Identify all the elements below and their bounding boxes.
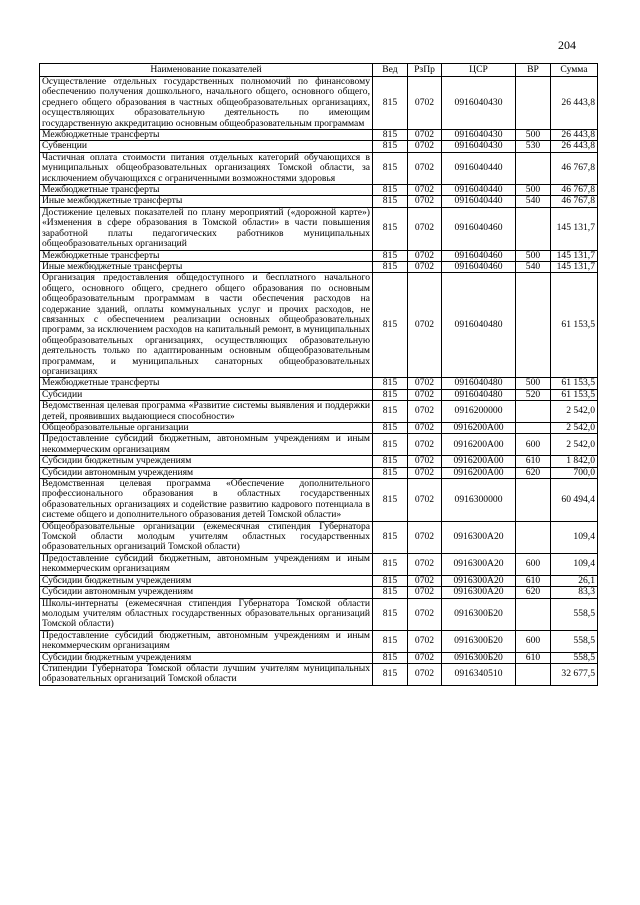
cell-sum: 26 443,8: [551, 130, 598, 141]
cell-ved: 815: [373, 77, 408, 130]
cell-ved: 815: [373, 273, 408, 378]
cell-sum: 46 767,8: [551, 152, 598, 184]
table-row: [40, 663, 598, 685]
table-row: [40, 456, 598, 467]
cell-csr: 0916300А20: [442, 521, 516, 553]
cell-sum: 145 131,7: [551, 207, 598, 250]
cell-vr: 540: [516, 261, 551, 272]
cell-name: Межбюджетные трансферты: [40, 130, 373, 141]
cell-name: Субсидии бюджетным учреждениям: [40, 456, 373, 467]
table-row: [40, 261, 598, 272]
cell-rzpr: 0702: [408, 587, 442, 598]
cell-rzpr: 0702: [408, 521, 442, 553]
cell-csr: 0916300А20: [442, 587, 516, 598]
cell-name: Предоставление субсидий бюджетным, автономным учреждениям и иным некоммерческим организациям: [40, 434, 373, 456]
table-row: [40, 389, 598, 400]
table-body: [40, 77, 598, 686]
table-row: [40, 77, 598, 130]
column-header-csr: ЦСР: [442, 64, 516, 77]
cell-csr: 0916300А20: [442, 553, 516, 575]
cell-csr: 0916040460: [442, 250, 516, 261]
cell-sum: 61 153,5: [551, 273, 598, 378]
cell-rzpr: 0702: [408, 378, 442, 389]
cell-ved: 815: [373, 250, 408, 261]
cell-sum: 32 677,5: [551, 663, 598, 685]
cell-vr: 500: [516, 185, 551, 196]
cell-vr: 620: [516, 587, 551, 598]
table-row: [40, 401, 598, 423]
cell-csr: 0916300000: [442, 479, 516, 522]
table-row: [40, 378, 598, 389]
cell-sum: 145 131,7: [551, 250, 598, 261]
cell-name: Общеобразовательные организации: [40, 423, 373, 434]
cell-name: Школы-интернаты (ежемесячная стипендия Губернатора Томской области молодым учителям областных государственных образовательных организаций Томской области): [40, 598, 373, 630]
cell-rzpr: 0702: [408, 141, 442, 152]
cell-sum: 61 153,5: [551, 378, 598, 389]
cell-rzpr: 0702: [408, 130, 442, 141]
cell-vr: 600: [516, 553, 551, 575]
cell-sum: 60 494,4: [551, 479, 598, 522]
table-row: [40, 185, 598, 196]
cell-vr: [516, 663, 551, 685]
table-row: [40, 479, 598, 522]
cell-vr: [516, 479, 551, 522]
cell-vr: 620: [516, 467, 551, 478]
cell-csr: 0916300Б20: [442, 598, 516, 630]
table-row: [40, 652, 598, 663]
cell-vr: 500: [516, 378, 551, 389]
cell-ved: 815: [373, 553, 408, 575]
cell-csr: 0916040460: [442, 207, 516, 250]
cell-rzpr: 0702: [408, 185, 442, 196]
cell-csr: 0916300Б20: [442, 630, 516, 652]
cell-rzpr: 0702: [408, 652, 442, 663]
cell-rzpr: 0702: [408, 467, 442, 478]
table-row: [40, 152, 598, 184]
table-row: [40, 467, 598, 478]
table-row: [40, 141, 598, 152]
cell-vr: 500: [516, 250, 551, 261]
cell-ved: 815: [373, 130, 408, 141]
cell-vr: 540: [516, 196, 551, 207]
cell-rzpr: 0702: [408, 401, 442, 423]
cell-csr: 0916040430: [442, 77, 516, 130]
cell-vr: [516, 401, 551, 423]
table-row: [40, 521, 598, 553]
cell-name: Предоставление субсидий бюджетным, автономным учреждениям и иным некоммерческим организациям: [40, 630, 373, 652]
cell-rzpr: 0702: [408, 196, 442, 207]
cell-ved: 815: [373, 663, 408, 685]
cell-vr: 600: [516, 630, 551, 652]
cell-vr: [516, 273, 551, 378]
cell-sum: 1 842,0: [551, 456, 598, 467]
cell-ved: 815: [373, 389, 408, 400]
cell-rzpr: 0702: [408, 663, 442, 685]
cell-name: Межбюджетные трансферты: [40, 378, 373, 389]
cell-name: Межбюджетные трансферты: [40, 185, 373, 196]
cell-rzpr: 0702: [408, 423, 442, 434]
cell-name: Субсидии бюджетным учреждениям: [40, 652, 373, 663]
cell-sum: 46 767,8: [551, 185, 598, 196]
cell-sum: 26 443,8: [551, 77, 598, 130]
cell-csr: 0916040480: [442, 273, 516, 378]
cell-name: Субсидии автономным учреждениям: [40, 587, 373, 598]
cell-name: Иные межбюджетные трансферты: [40, 261, 373, 272]
column-header-sum: Сумма: [551, 64, 598, 77]
cell-name: Иные межбюджетные трансферты: [40, 196, 373, 207]
cell-vr: 610: [516, 575, 551, 586]
table-row: [40, 250, 598, 261]
cell-ved: 815: [373, 261, 408, 272]
cell-name: Организация предоставления общедоступного и бесплатного начального общего, основного общего, среднего общего образования по основным общеобразовательным программам в части обеспечения расходов на содержание зданий, оплаты коммунальных услуг и прочих расходов, не связанных с обеспечением реализации основных общеобразовательных программ, за исключением расходов на капитальный ремонт, в муниципальных общеобразовательных организациях, осуществляющих образовательную деятельность только по адаптированным основным общеобразовательным программам, и муниципальных санаторных общеобразовательных организациях: [40, 273, 373, 378]
cell-name: Стипендии Губернатора Томской области лучшим учителям муниципальных образовательных организаций Томской области: [40, 663, 373, 685]
table-header-row: [40, 64, 598, 77]
cell-sum: 558,5: [551, 630, 598, 652]
cell-ved: 815: [373, 652, 408, 663]
cell-sum: 61 153,5: [551, 389, 598, 400]
cell-ved: 815: [373, 587, 408, 598]
cell-csr: 0916200А00: [442, 467, 516, 478]
cell-csr: 0916040440: [442, 152, 516, 184]
budget-table: [39, 63, 598, 686]
table-row: [40, 553, 598, 575]
cell-sum: 26 443,8: [551, 141, 598, 152]
cell-csr: 0916200А00: [442, 423, 516, 434]
table-row: [40, 130, 598, 141]
cell-csr: 0916040430: [442, 141, 516, 152]
cell-name: Осуществление отдельных государственных полномочий по финансовому обеспечению получения дошкольного, начального общего, основного общего, среднего общего образования в частных общеобразовательных организациях, осуществляющих образовательную деятельность по имеющим государственную аккредитацию основным общеобразовательным программам: [40, 77, 373, 130]
cell-name: Достижение целевых показателей по плану мероприятий («дорожной карте») «Изменения в сфере образования в Томской области» в части повышения заработной платы педагогических работников муниципальных общеобразовательных организаций: [40, 207, 373, 250]
cell-ved: 815: [373, 185, 408, 196]
column-header-rzpr: РзПр: [408, 64, 442, 77]
cell-sum: 46 767,8: [551, 196, 598, 207]
cell-rzpr: 0702: [408, 434, 442, 456]
cell-ved: 815: [373, 434, 408, 456]
cell-rzpr: 0702: [408, 630, 442, 652]
cell-rzpr: 0702: [408, 152, 442, 184]
cell-name: Субвенции: [40, 141, 373, 152]
cell-ved: 815: [373, 630, 408, 652]
cell-csr: 0916040440: [442, 196, 516, 207]
cell-csr: 0916040460: [442, 261, 516, 272]
cell-csr: 0916200А00: [442, 434, 516, 456]
cell-vr: [516, 77, 551, 130]
cell-ved: 815: [373, 141, 408, 152]
cell-name: Субсидии автономным учреждениям: [40, 467, 373, 478]
cell-sum: 700,0: [551, 467, 598, 478]
table-row: [40, 423, 598, 434]
table-row: [40, 273, 598, 378]
cell-ved: 815: [373, 423, 408, 434]
cell-name: Субсидии бюджетным учреждениям: [40, 575, 373, 586]
cell-csr: 0916340510: [442, 663, 516, 685]
cell-ved: 815: [373, 152, 408, 184]
cell-name: Общеобразовательные организации (ежемесячная стипендия Губернатора Томской области молодым учителям областных государственных образовательных организаций Томской области): [40, 521, 373, 553]
table-row: [40, 630, 598, 652]
cell-ved: 815: [373, 456, 408, 467]
cell-name: Субсидии: [40, 389, 373, 400]
cell-name: Ведомственная целевая программа «Обеспечение дополнительного профессионального образования в областных государственных образовательных организациях и содействие развитию кадрового потенциала в системе общего и дополнительного образования детей Томской области»: [40, 479, 373, 522]
cell-ved: 815: [373, 575, 408, 586]
cell-vr: [516, 521, 551, 553]
cell-vr: 610: [516, 456, 551, 467]
cell-vr: [516, 423, 551, 434]
cell-sum: 26,1: [551, 575, 598, 586]
column-header-ved: Вед: [373, 64, 408, 77]
cell-rzpr: 0702: [408, 273, 442, 378]
cell-name: Предоставление субсидий бюджетным, автономным учреждениям и иным некоммерческим организациям: [40, 553, 373, 575]
cell-csr: 0916040480: [442, 389, 516, 400]
cell-sum: 2 542,0: [551, 434, 598, 456]
cell-vr: 500: [516, 130, 551, 141]
cell-rzpr: 0702: [408, 598, 442, 630]
cell-vr: [516, 207, 551, 250]
cell-vr: 600: [516, 434, 551, 456]
cell-sum: 145 131,7: [551, 261, 598, 272]
cell-name: Частичная оплата стоимости питания отдельных категорий обучающихся в муниципальных общеобразовательных организациях Томской области, за исключением обучающихся с ограниченными возможностями здоровья: [40, 152, 373, 184]
cell-sum: 558,5: [551, 598, 598, 630]
cell-rzpr: 0702: [408, 553, 442, 575]
cell-vr: [516, 152, 551, 184]
column-header-name: Наименование показателей: [40, 64, 373, 77]
cell-csr: 0916300А20: [442, 575, 516, 586]
cell-rzpr: 0702: [408, 575, 442, 586]
cell-csr: 0916040430: [442, 130, 516, 141]
cell-vr: [516, 598, 551, 630]
cell-sum: 109,4: [551, 553, 598, 575]
cell-sum: 109,4: [551, 521, 598, 553]
table-row: [40, 587, 598, 598]
cell-sum: 2 542,0: [551, 401, 598, 423]
cell-rzpr: 0702: [408, 389, 442, 400]
cell-rzpr: 0702: [408, 479, 442, 522]
cell-vr: 610: [516, 652, 551, 663]
cell-csr: 0916200А00: [442, 456, 516, 467]
cell-ved: 815: [373, 196, 408, 207]
cell-sum: 558,5: [551, 652, 598, 663]
cell-sum: 83,3: [551, 587, 598, 598]
cell-sum: 2 542,0: [551, 423, 598, 434]
table-row: [40, 207, 598, 250]
cell-ved: 815: [373, 378, 408, 389]
table-row: [40, 196, 598, 207]
cell-ved: 815: [373, 479, 408, 522]
cell-ved: 815: [373, 598, 408, 630]
cell-csr: 0916040480: [442, 378, 516, 389]
table-row: [40, 598, 598, 630]
cell-csr: 0916300Б20: [442, 652, 516, 663]
column-header-vr: ВР: [516, 64, 551, 77]
cell-rzpr: 0702: [408, 261, 442, 272]
cell-vr: 530: [516, 141, 551, 152]
cell-name: Межбюджетные трансферты: [40, 250, 373, 261]
table-row: [40, 575, 598, 586]
page-number: 204: [558, 38, 576, 52]
cell-csr: 0916040440: [442, 185, 516, 196]
cell-vr: 520: [516, 389, 551, 400]
cell-csr: 0916200000: [442, 401, 516, 423]
cell-ved: 815: [373, 401, 408, 423]
cell-ved: 815: [373, 207, 408, 250]
cell-rzpr: 0702: [408, 207, 442, 250]
cell-rzpr: 0702: [408, 250, 442, 261]
table-row: [40, 434, 598, 456]
cell-ved: 815: [373, 521, 408, 553]
cell-rzpr: 0702: [408, 77, 442, 130]
cell-ved: 815: [373, 467, 408, 478]
cell-name: Ведомственная целевая программа «Развитие системы выявления и поддержки детей, проявивших выдающиеся способности»: [40, 401, 373, 423]
cell-rzpr: 0702: [408, 456, 442, 467]
